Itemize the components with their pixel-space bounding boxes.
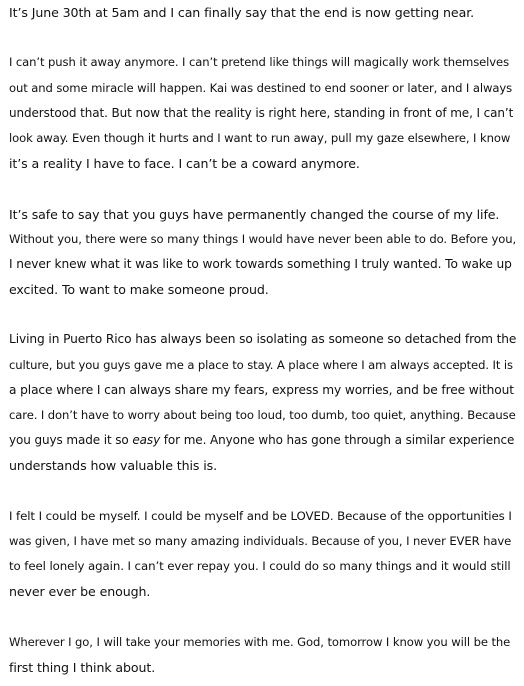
- text-line: never ever be enough.: [9, 584, 151, 600]
- paragraph-changed-my-life: [9, 202, 517, 303]
- text-line: it’s a reality I have to face. I can’t be a coward anymore.: [9, 156, 360, 172]
- paragraph-gap: [9, 605, 517, 630]
- paragraph-gap: [9, 302, 517, 327]
- text-line: I never knew what it was like to work towards something I truly wanted. To wake up: [9, 256, 512, 271]
- text-line: I felt I could be myself. I could be myself and be LOVED. Because of the opportunities I: [9, 508, 512, 523]
- text-line: understands how valuable this is.: [9, 458, 217, 474]
- text-line: care. I don’t have to worry about being too loud, too dumb, too quiet, anything. Because: [9, 408, 516, 422]
- paragraph-closing: [9, 630, 517, 680]
- text-segment: for me. Anyone who has gone through a similar experience: [160, 433, 515, 448]
- paragraph-gap: [9, 176, 517, 201]
- paragraph-opening: [9, 0, 517, 25]
- text-segment: you guys made it so: [9, 433, 133, 448]
- letter-document: [9, 0, 517, 686]
- text-line: a place where I can always share my fears, express my worries, and be free without: [9, 382, 514, 397]
- text-line-with-emphasis: [9, 428, 517, 453]
- paragraph-gap: [9, 479, 517, 504]
- text-line: I can’t push it away anymore. I can’t pretend like things will magically work themselves: [9, 55, 510, 70]
- text-line: to feel lonely again. I can’t ever repay you. I could do so many things and it would still: [9, 559, 511, 574]
- text-line: Wherever I go, I will take your memories with me. God, tomorrow I know you will be the: [9, 634, 511, 649]
- paragraph-facing-reality: [9, 50, 517, 176]
- text-line: was given, I have met so many amazing individuals. Because of you, I never EVER have: [9, 533, 512, 548]
- text-line: It’s safe to say that you guys have permanently changed the course of my life.: [9, 206, 500, 222]
- text-line: look away. Even though it hurts and I want to run away, pull my gaze elsewhere, I know: [9, 130, 511, 145]
- text-line: excited. To want to make someone proud.: [9, 282, 269, 298]
- text-line: Living in Puerto Rico has always been so isolating as someone so detached from the: [9, 332, 517, 347]
- paragraph-loved: [9, 504, 517, 605]
- text-line: understood that. But now that the reality is right here, standing in front of me, I can’t: [9, 105, 514, 120]
- text-line: It’s June 30th at 5am and I can finally say that the end is now getting near.: [9, 5, 475, 20]
- text-line: culture, but you guys gave me a place to stay. A place where I am always accepted. It is: [9, 357, 513, 372]
- text-line: first thing I think about.: [9, 659, 156, 675]
- text-line: out and some miracle will happen. Kai was destined to end sooner or later, and I always: [9, 80, 513, 95]
- emphasized-word: easy: [132, 433, 161, 448]
- paragraph-gap: [9, 25, 517, 50]
- paragraph-puerto-rico: [9, 327, 517, 478]
- text-line: Without you, there were so many things I would have never been able to do. Before you,: [9, 231, 517, 246]
